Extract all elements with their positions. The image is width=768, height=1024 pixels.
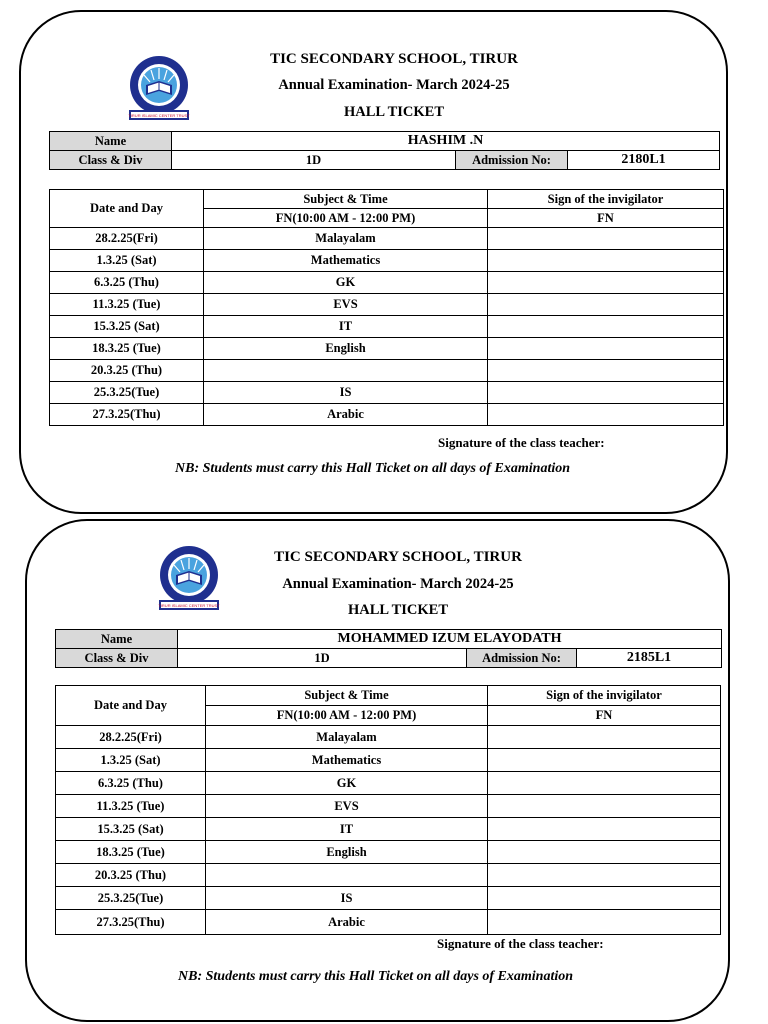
date-day-header: Date and Day xyxy=(56,686,206,726)
exam-date: 6.3.25 (Thu) xyxy=(50,272,204,294)
invigilator-sign-cell xyxy=(488,316,724,338)
exam-date: 28.2.25(Fri) xyxy=(56,726,206,749)
invigilator-sign-cell xyxy=(488,272,724,294)
invigilator-sign-cell xyxy=(488,887,721,910)
exam-date: 18.3.25 (Tue) xyxy=(50,338,204,360)
student-name: MOHAMMED IZUM ELAYODATH xyxy=(178,630,722,649)
session-label: FN xyxy=(488,209,724,228)
class-teacher-signature-label: Signature of the class teacher: xyxy=(437,936,604,951)
invigilator-sign-cell xyxy=(488,382,724,404)
exam-subject: EVS xyxy=(204,294,488,316)
exam-subject: GK xyxy=(206,772,488,795)
invigilator-sign-cell xyxy=(488,338,724,360)
exam-date: 27.3.25(Thu) xyxy=(50,404,204,426)
class-teacher-signature-label: Signature of the class teacher: xyxy=(438,435,605,450)
exam-subject: Mathematics xyxy=(204,250,488,272)
invigilator-sign-cell xyxy=(488,864,721,887)
exam-schedule-table xyxy=(55,685,721,935)
class-div-label: Class & Div xyxy=(50,151,172,170)
exam-date: 25.3.25(Tue) xyxy=(56,887,206,910)
svg-text:TIRUR ISLAMIC CENTER TRUST: TIRUR ISLAMIC CENTER TRUST xyxy=(158,603,220,608)
invigilator-sign-cell xyxy=(488,841,721,864)
invigilator-sign-cell xyxy=(488,795,721,818)
invigilator-sign-cell xyxy=(488,404,724,426)
name-label: Name xyxy=(56,630,178,649)
exam-subject: IS xyxy=(204,382,488,404)
class-div-label: Class & Div xyxy=(56,649,178,668)
hall-ticket-title: HALL TICKET xyxy=(343,104,445,120)
class-div-value: 1D xyxy=(172,151,456,170)
admission-no-value: 2185L1 xyxy=(577,649,722,668)
school-name: TIC SECONDARY SCHOOL, TIRUR xyxy=(270,51,518,67)
student-info-table xyxy=(55,629,722,668)
exam-subject: EVS xyxy=(206,795,488,818)
sign-invigilator-header: Sign of the invigilator xyxy=(488,190,724,209)
exam-subject: IT xyxy=(204,316,488,338)
exam-subject: Malayalam xyxy=(204,228,488,250)
exam-date: 11.3.25 (Tue) xyxy=(56,795,206,818)
admission-no-label: Admission No: xyxy=(467,649,577,668)
invigilator-sign-cell xyxy=(488,228,724,250)
invigilator-sign-cell xyxy=(488,360,724,382)
session-time: FN(10:00 AM - 12:00 PM) xyxy=(204,209,488,228)
sign-invigilator-header: Sign of the invigilator xyxy=(488,686,721,706)
exam-subject: IS xyxy=(206,887,488,910)
exam-date: 15.3.25 (Sat) xyxy=(50,316,204,338)
exam-date: 1.3.25 (Sat) xyxy=(50,250,204,272)
invigilator-sign-cell xyxy=(488,749,721,772)
exam-note: NB: Students must carry this Hall Ticket on all days of Examination xyxy=(178,969,574,984)
hall-ticket-title: HALL TICKET xyxy=(347,602,449,618)
exam-date: 18.3.25 (Tue) xyxy=(56,841,206,864)
exam-date: 25.3.25(Tue) xyxy=(50,382,204,404)
school-logo xyxy=(126,55,192,123)
invigilator-sign-cell xyxy=(488,250,724,272)
exam-date: 20.3.25 (Thu) xyxy=(56,864,206,887)
exam-subject: Arabic xyxy=(206,910,488,935)
school-name: TIC SECONDARY SCHOOL, TIRUR xyxy=(274,549,522,565)
exam-date: 1.3.25 (Sat) xyxy=(56,749,206,772)
admission-no-value: 2180L1 xyxy=(568,151,720,170)
exam-date: 15.3.25 (Sat) xyxy=(56,818,206,841)
admission-no-label: Admission No: xyxy=(456,151,568,170)
exam-subject: IT xyxy=(206,818,488,841)
exam-subject: Arabic xyxy=(204,404,488,426)
exam-date: 6.3.25 (Thu) xyxy=(56,772,206,795)
exam-subject: GK xyxy=(204,272,488,294)
invigilator-sign-cell xyxy=(488,772,721,795)
session-label: FN xyxy=(488,706,721,726)
subject-time-header: Subject & Time xyxy=(204,190,488,209)
student-name: HASHIM .N xyxy=(172,132,720,151)
student-info-table xyxy=(49,131,720,170)
exam-date: 27.3.25(Thu) xyxy=(56,910,206,935)
name-label: Name xyxy=(50,132,172,151)
exam-subject: Malayalam xyxy=(206,726,488,749)
subject-time-header: Subject & Time xyxy=(206,686,488,706)
exam-subject: Mathematics xyxy=(206,749,488,772)
invigilator-sign-cell xyxy=(488,910,721,935)
session-time: FN(10:00 AM - 12:00 PM) xyxy=(206,706,488,726)
exam-subject xyxy=(206,864,488,887)
exam-date: 28.2.25(Fri) xyxy=(50,228,204,250)
date-day-header: Date and Day xyxy=(50,190,204,228)
exam-subject xyxy=(204,360,488,382)
exam-title: Annual Examination- March 2024-25 xyxy=(282,576,514,592)
exam-subject: English xyxy=(204,338,488,360)
exam-schedule-table xyxy=(49,189,724,426)
exam-subject: English xyxy=(206,841,488,864)
svg-text:TIRUR ISLAMIC CENTER TRUST: TIRUR ISLAMIC CENTER TRUST xyxy=(128,113,190,118)
invigilator-sign-cell xyxy=(488,726,721,749)
exam-title: Annual Examination- March 2024-25 xyxy=(278,77,510,93)
exam-note: NB: Students must carry this Hall Ticket on all days of Examination xyxy=(175,461,571,476)
exam-date: 20.3.25 (Thu) xyxy=(50,360,204,382)
invigilator-sign-cell xyxy=(488,818,721,841)
invigilator-sign-cell xyxy=(488,294,724,316)
class-div-value: 1D xyxy=(178,649,467,668)
exam-date: 11.3.25 (Tue) xyxy=(50,294,204,316)
